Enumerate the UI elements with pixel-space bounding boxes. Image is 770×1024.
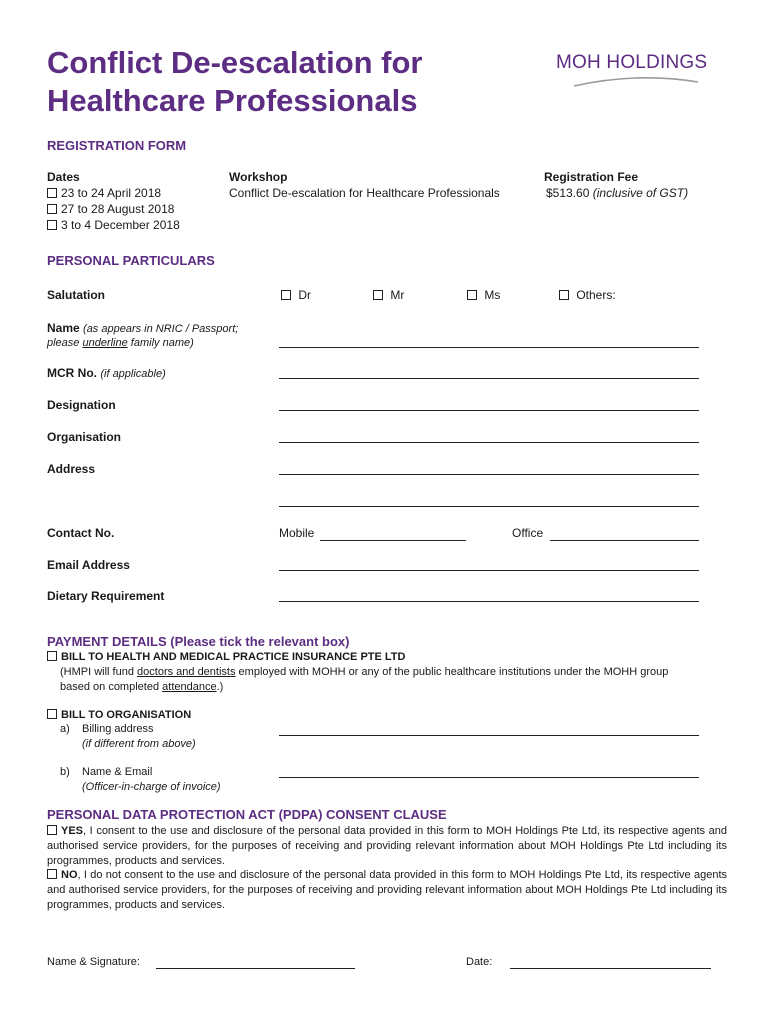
designation-field[interactable]	[279, 410, 699, 411]
billing-address-label: Billing address	[82, 723, 154, 735]
mobile-label: Mobile	[279, 526, 315, 540]
dates-label: Dates	[47, 170, 80, 184]
signature-label: Name & Signature:	[47, 956, 140, 968]
contact-label: Contact No.	[47, 526, 115, 540]
date-field[interactable]	[510, 968, 711, 969]
fee-label: Registration Fee	[544, 170, 639, 184]
page-title	[47, 44, 423, 120]
billing-address-marker: a)	[60, 723, 70, 735]
checkbox-icon[interactable]	[47, 188, 57, 198]
name-label: Name	[47, 321, 80, 335]
mcr-field[interactable]	[279, 378, 699, 379]
workshop-label: Workshop	[229, 170, 288, 184]
checkbox-icon[interactable]	[467, 290, 477, 300]
signature-field[interactable]	[156, 968, 355, 969]
name-field[interactable]	[279, 347, 699, 348]
date-option-1[interactable]: 23 to 24 April 2018	[47, 186, 161, 200]
designation-label: Designation	[47, 398, 116, 412]
dietary-field[interactable]	[279, 601, 699, 602]
salutation-dr[interactable]: Dr	[281, 288, 311, 302]
hmpi-note-2: based on completed attendance.)	[60, 681, 224, 693]
officer-label: Name & Email	[82, 766, 153, 778]
officer-field[interactable]	[279, 777, 699, 778]
organisation-field[interactable]	[279, 442, 699, 443]
officer-marker: b)	[60, 766, 70, 778]
fee-value: $513.60 (inclusive of GST)	[546, 186, 689, 200]
address-label: Address	[47, 462, 96, 476]
pdpa-heading: PERSONAL DATA PROTECTION ACT (PDPA) CONSENT CLAUSE	[47, 807, 447, 822]
address-field-line-1[interactable]	[279, 474, 699, 475]
organisation-label: Organisation	[47, 430, 122, 444]
checkbox-icon[interactable]	[47, 869, 57, 879]
logo-text: MOH HOLDINGS	[556, 52, 708, 73]
moh-holdings-logo	[556, 52, 716, 88]
checkbox-icon[interactable]	[47, 825, 57, 835]
title-line-2: Healthcare Professionals	[47, 83, 418, 118]
checkbox-icon[interactable]	[47, 220, 57, 230]
salutation-ms[interactable]: Ms	[467, 288, 500, 302]
checkbox-icon[interactable]	[559, 290, 569, 300]
hmpi-note-1: (HMPI will fund doctors and dentists employed with MOHH or any of the public healthcare institutions under the MOHH group	[60, 666, 669, 678]
name-label-block	[47, 321, 238, 349]
office-field[interactable]	[550, 540, 699, 541]
logo-swoosh-icon	[556, 74, 716, 88]
email-field[interactable]	[279, 570, 699, 571]
date-option-2[interactable]: 27 to 28 August 2018	[47, 202, 174, 216]
salutation-others[interactable]: Others:	[559, 288, 616, 302]
billing-address-field[interactable]	[279, 735, 699, 736]
pdpa-no-option[interactable]: NO, I do not consent to the use and disclosure of the personal data provided in this form to MOH Holdings Pte Ltd, its respective agents and authorised service providers, for the purposes of receiving and providing relevant information about MOH Holdings Pte Ltd including its programmes, products and services.	[47, 869, 727, 911]
mcr-label-block: MCR No. (if applicable)	[47, 366, 166, 380]
address-field-line-2[interactable]	[279, 506, 699, 507]
dietary-label: Dietary Requirement	[47, 589, 165, 603]
workshop-value: Conflict De-escalation for Healthcare Professionals	[229, 186, 500, 200]
checkbox-icon[interactable]	[47, 204, 57, 214]
office-label: Office	[512, 526, 544, 540]
checkbox-icon[interactable]	[281, 290, 291, 300]
salutation-label: Salutation	[47, 288, 106, 302]
salutation-mr[interactable]: Mr	[373, 288, 404, 302]
payment-option-organisation[interactable]: BILL TO ORGANISATION	[47, 709, 191, 721]
payment-heading: PAYMENT DETAILS (Please tick the relevant box)	[47, 634, 350, 649]
billing-address-note: (if different from above)	[82, 738, 196, 750]
registration-heading: REGISTRATION FORM	[47, 138, 187, 153]
name-note-1: (as appears in NRIC / Passport;	[83, 323, 239, 335]
personal-heading: PERSONAL PARTICULARS	[47, 253, 215, 268]
name-note-2: please underline family name)	[47, 337, 194, 349]
checkbox-icon[interactable]	[373, 290, 383, 300]
date-label: Date:	[466, 956, 493, 968]
checkbox-icon[interactable]	[47, 709, 57, 719]
mobile-field[interactable]	[320, 540, 466, 541]
officer-note: (Officer-in-charge of invoice)	[82, 781, 221, 793]
checkbox-icon[interactable]	[47, 651, 57, 661]
pdpa-yes-option[interactable]: YES, I consent to the use and disclosure of the personal data provided in this form to MOH Holdings Pte Ltd, its respective agents and authorised service providers, for the purposes of receiving and providing relevant information about MOH Holdings Pte Ltd including its programmes, products and services.	[47, 825, 727, 867]
payment-option-hmpi[interactable]: BILL TO HEALTH AND MEDICAL PRACTICE INSURANCE PTE LTD	[47, 651, 405, 663]
date-option-3[interactable]: 3 to 4 December 2018	[47, 218, 180, 232]
title-line-1: Conflict De-escalation for	[47, 45, 423, 80]
email-label: Email Address	[47, 558, 130, 572]
